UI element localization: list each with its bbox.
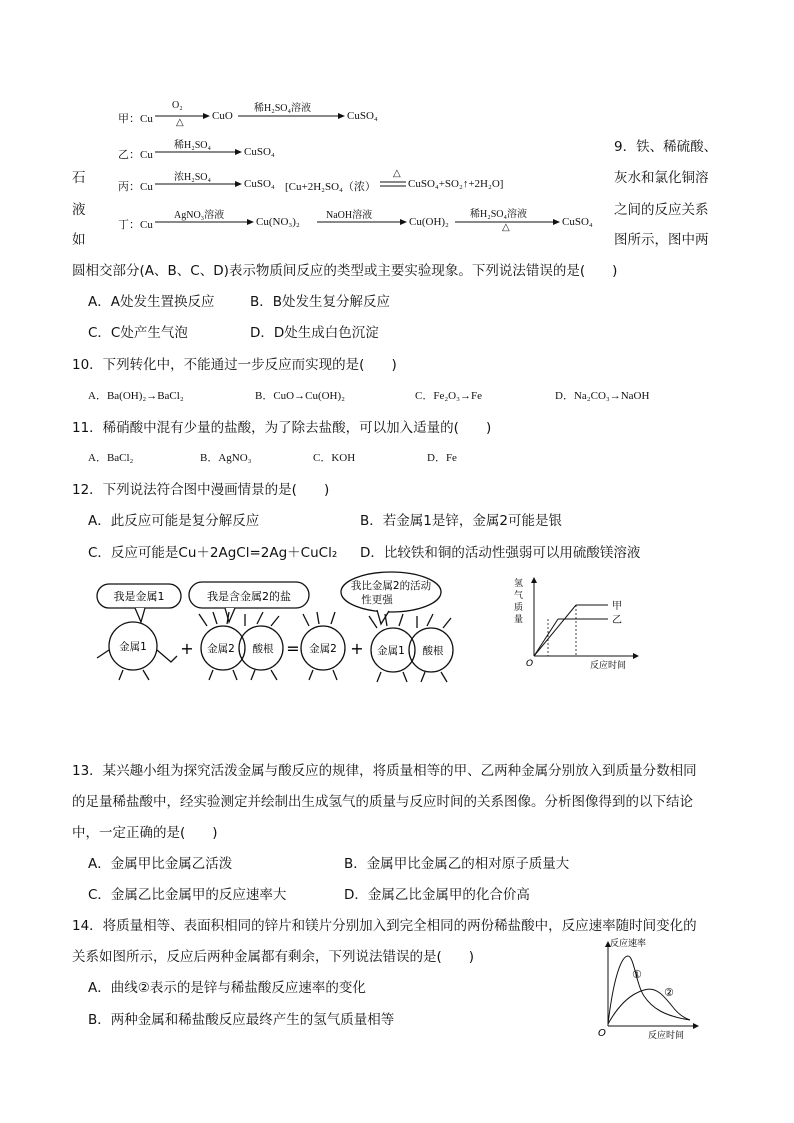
q13-option-b[interactable]: B．金属甲比金属乙的相对原子质量大 (344, 856, 570, 872)
scheme-yi-label: 乙：Cu (118, 149, 153, 161)
y-axis-label: 质 (514, 603, 524, 613)
q9-right-2: 灰水和氯化铜溶 (614, 170, 709, 186)
scheme-bing-product: CuSO₄ (244, 178, 275, 190)
q13-option-d[interactable]: D．金属乙比金属甲的化合价高 (344, 887, 530, 903)
q10-option-a[interactable]: A．Ba(OH)₂→BaCl₂ (88, 390, 184, 402)
scheme-ding-reagent1: AgNO₃溶液 (174, 210, 225, 221)
scheme-bing-label: 丙：Cu (118, 181, 153, 193)
scheme-jia-product1: CuO (212, 110, 233, 122)
scheme-ding-heat: △ (502, 222, 510, 233)
q12-stem: 12．下列说法符合图中漫画情景的是( ) (72, 482, 330, 498)
q13-stem-line3: 中，一定正确的是( ) (72, 825, 218, 841)
q14-option-b[interactable]: B．两种金属和稀盐酸反应最终产生的氢气质量相等 (88, 1012, 395, 1028)
y-axis-label: 气 (514, 591, 524, 601)
q9-option-c[interactable]: C．C处产生气泡 (88, 325, 188, 341)
x-axis-label: 反应时间 (648, 1031, 685, 1041)
series-label-yi: 乙 (612, 615, 622, 626)
x-axis-label: 反应时间 (590, 661, 627, 671)
q13-stem-line2: 的足量稀盐酸中，经实验测定并绘制出生成氢气的质量与反应时间的关系图像。分析图像得到的以下结论 (72, 794, 693, 810)
scheme-yi-reagent: 稀H₂SO₄ (174, 140, 211, 151)
q14-option-a[interactable]: A．曲线②表示的是锌与稀盐酸反应速率的变化 (88, 980, 366, 996)
reaction-rate-chart (592, 934, 702, 1044)
scheme-ding-product2: Cu(OH)₂ (409, 216, 449, 228)
curve-jia (534, 605, 576, 656)
q9-option-b[interactable]: B．B处发生复分解反应 (250, 294, 391, 310)
scheme-ding-label: 丁：Cu (118, 219, 153, 231)
y-axis-label: 反应速率 (610, 939, 647, 949)
q10-option-d[interactable]: D．Na₂CO₃→NaOH (555, 390, 650, 402)
curve-yi (534, 619, 558, 656)
q11-option-d[interactable]: D．Fe (427, 452, 457, 464)
q14-stem-line1: 14．将质量相等、表面积相同的锌片和镁片分别加入到完全相同的两份稀盐酸中，反应速率随时间变化的 (72, 918, 697, 934)
scheme-bing-heat: △ (393, 168, 401, 179)
speech-bubble (341, 572, 441, 612)
series-label-jia: 甲 (612, 601, 622, 612)
q9-left-3: 如 (72, 232, 86, 248)
q14-stem-line2: 关系如图所示，反应后两种金属都有剩余，下列说法错误的是( ) (72, 949, 475, 965)
bubble-text: 我是含金属2的盐 (207, 590, 291, 603)
y-axis-label: 氢 (514, 579, 524, 589)
scheme-jia-reagent1: O₂ (172, 100, 183, 111)
q9-option-d[interactable]: D．D处生成白色沉淀 (250, 325, 379, 341)
scheme-jia-heat1: △ (176, 117, 184, 128)
scheme-bing-reagent: 浓H₂SO₄ (174, 172, 211, 183)
plus-sign: + (180, 639, 194, 658)
metal-displacement-cartoon (95, 570, 500, 690)
q11-option-b[interactable]: B．AgNO₃ (200, 452, 252, 464)
q11-option-c[interactable]: C．KOH (313, 452, 356, 464)
ball-label: 金属1 (119, 641, 147, 653)
ball-label: 金属1 (377, 645, 405, 657)
q9-left-2: 液 (72, 202, 86, 218)
q10-option-c[interactable]: C．Fe₂O₃→Fe (415, 390, 482, 402)
q10-option-b[interactable]: B．CuO→Cu(OH)₂ (255, 390, 346, 402)
curve-1 (608, 956, 690, 1024)
q9-stem-end: 圆相交部分(A、B、C、D)表示物质间反应的类型或主要实验现象。下列说法错误的是( ) (72, 263, 618, 279)
scheme-ding-reagent3: 稀H₂SO₄溶液 (470, 209, 527, 220)
origin-label: O (598, 1028, 606, 1039)
ball-label: 酸根 (252, 643, 274, 655)
q12-option-c[interactable]: C．反应可能是Cu＋2AgCl=2Ag＋CuCl₂ (88, 545, 338, 561)
q13-option-a[interactable]: A．金属甲比金属乙活泼 (88, 856, 233, 872)
q12-option-d[interactable]: D．比较铁和铜的活动性强弱可以用硫酸镁溶液 (360, 545, 641, 561)
scheme-ding-reagent2: NaOH溶液 (326, 210, 373, 221)
q9-option-a[interactable]: A．A处发生置换反应 (88, 294, 215, 310)
curve-2-label: ② (664, 986, 674, 999)
ball-label: 金属2 (309, 643, 337, 655)
q12-option-b[interactable]: B．若金属1是锌，金属2可能是银 (360, 513, 562, 529)
q12-option-a[interactable]: A．此反应可能是复分解反应 (88, 513, 260, 529)
q9-right-1: 9．铁、稀硫酸、 (614, 139, 718, 155)
q9-right-4: 图所示，图中两 (614, 232, 709, 248)
q13-option-c[interactable]: C．金属乙比金属甲的反应速率大 (88, 887, 287, 903)
ball-label: 金属2 (207, 643, 235, 655)
bubble-text: 我比金属2的活动 (350, 580, 432, 592)
q9-right-3: 之间的反应关系 (614, 202, 709, 218)
q11-stem: 11．稀硝酸中混有少量的盐酸，为了除去盐酸，可以加入适量的( ) (72, 420, 492, 436)
scheme-ding-product3: CuSO₄ (562, 216, 593, 228)
bubble-text: 我是金属1 (113, 590, 165, 603)
curve-1-label: ① (632, 968, 642, 981)
q9-left-1: 石 (72, 170, 86, 186)
scheme-yi-product: CuSO₄ (244, 146, 275, 158)
plus-sign: + (350, 639, 364, 658)
equals-sign: = (286, 639, 300, 658)
scheme-jia-label: 甲：Cu (118, 113, 153, 125)
scheme-jia-product2: CuSO₄ (347, 110, 378, 122)
q10-stem: 10．下列转化中，不能通过一步反应而实现的是( ) (72, 357, 397, 373)
scheme-ding-product1: Cu(NO₃)₂ (256, 216, 300, 228)
curve-2 (608, 989, 690, 1024)
scheme-bing-equation-right: CuSO₄+SO₂↑+2H₂O] (408, 178, 504, 190)
bubble-text: 性更强 (361, 594, 393, 606)
q13-stem-line1: 13．某兴趣小组为探究活泼金属与酸反应的规律，将质量相等的甲、乙两种金属分别放入到质量分数相同 (72, 763, 697, 779)
q11-option-a[interactable]: A．BaCl₂ (88, 452, 134, 464)
scheme-bing-equation-left: [Cu+2H₂SO₄（浓） (285, 181, 376, 193)
scheme-jia-reagent2: 稀H₂SO₄溶液 (254, 103, 311, 114)
hydrogen-mass-chart (508, 572, 648, 672)
ball-label: 酸根 (422, 645, 444, 657)
origin-label: O (526, 659, 534, 669)
y-axis-label: 量 (514, 615, 524, 625)
